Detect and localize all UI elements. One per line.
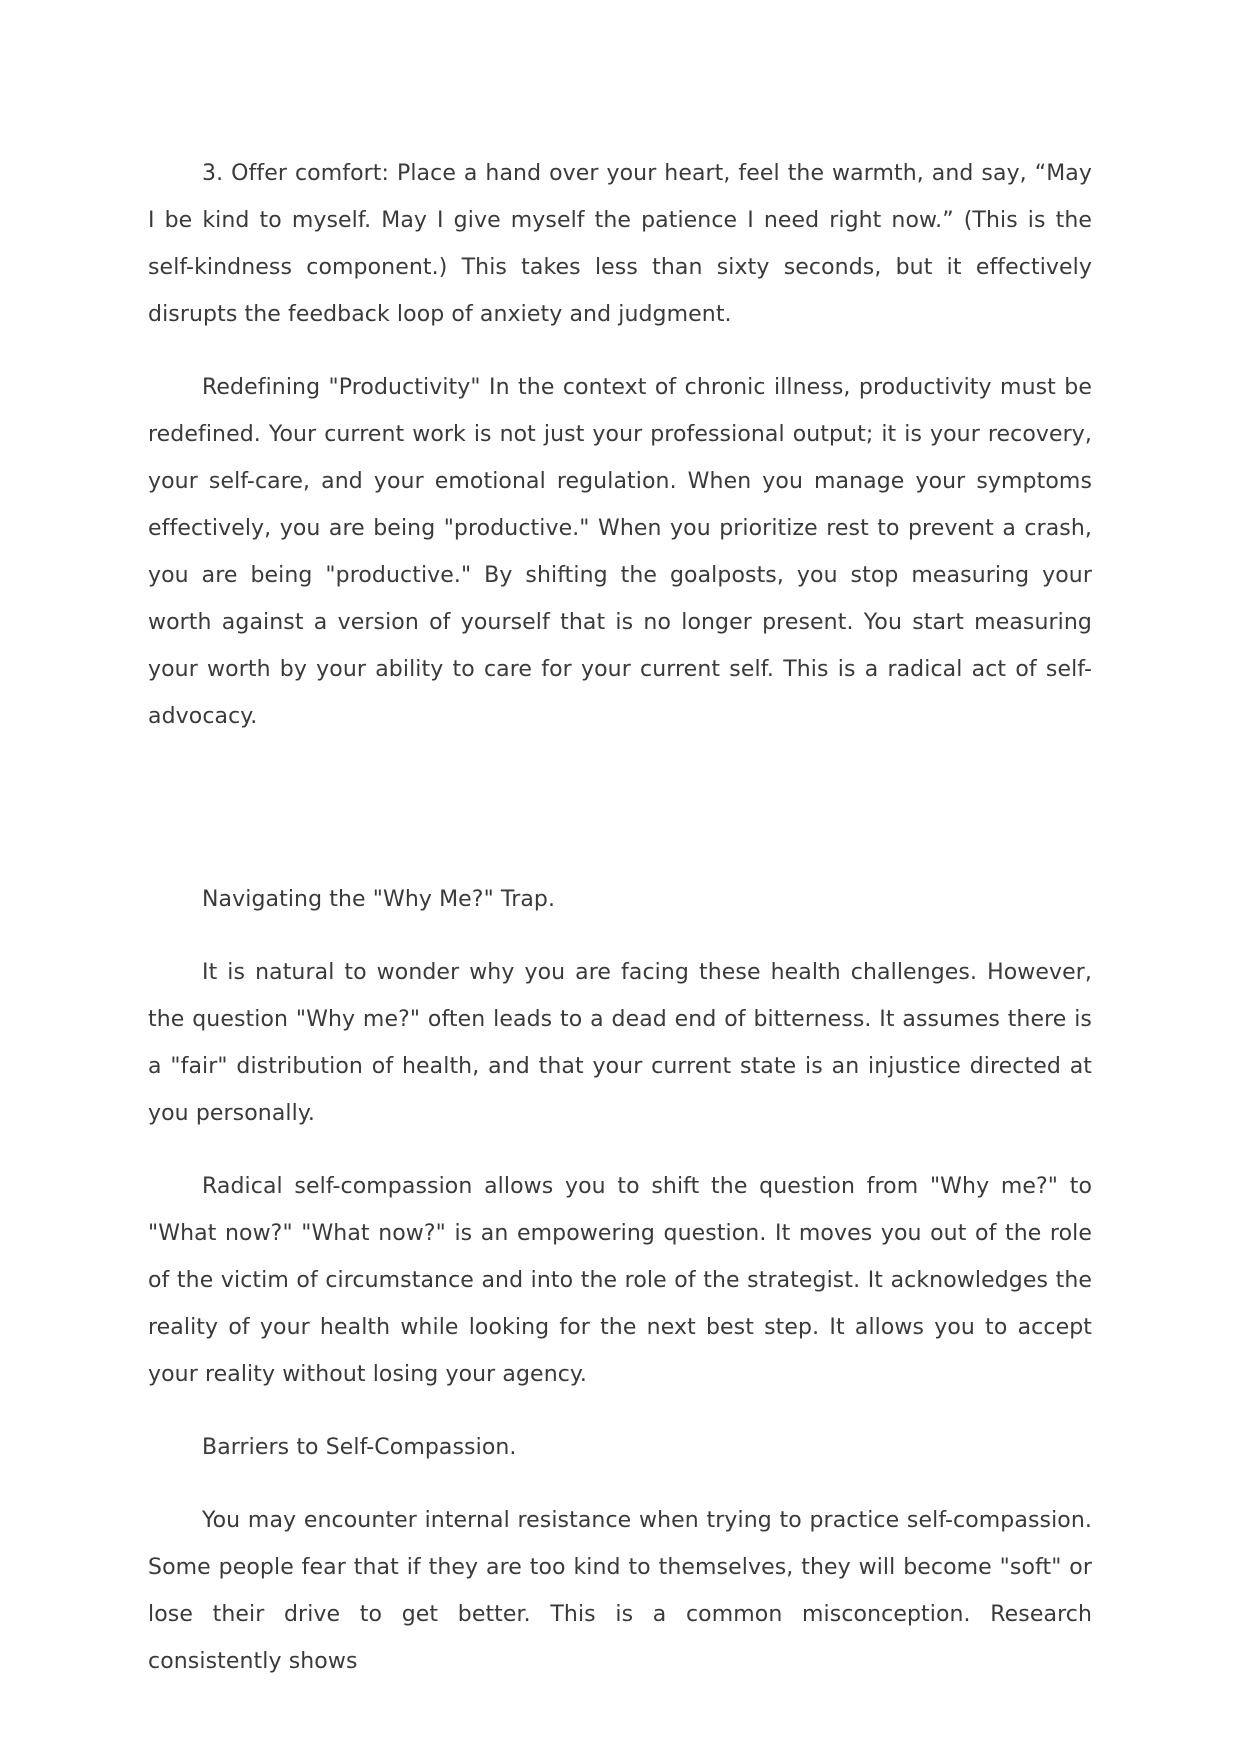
paragraph-offer-comfort: 3. Offer comfort: Place a hand over your heart, feel the warmth, and say, “May I be kind to myself. May I give myself the patience I need right now.” (This is the self-kindness component.) This takes less than sixty seconds, but it effectively disrupts the feedback loop of anxiety and judgment. [148, 161, 1092, 327]
section-spacer [148, 766, 1092, 876]
paragraph-radical-self-compassion: Radical self-compassion allows you to shift the question from "Why me?" to "What now?" "What now?" is an empowering question. It moves you out of the role of the victim of circumstance and into the role of the strategist. It acknowledges the reality of your health while looking for the next best step. It allows you to accept your reality without losing your agency. [148, 1174, 1092, 1387]
paragraph-internal-resistance: You may encounter internal resistance when trying to practice self-compassion. Some people fear that if they are too kind to themselves, they will become "soft" or lose their drive to get better. This is a common misconception. Research consistently shows [148, 1508, 1092, 1674]
paragraph-natural-to-wonder: It is natural to wonder why you are facing these health challenges. However, the question "Why me?" often leads to a dead end of bitterness. It assumes there is a "fair" distribution of health, and that your current state is an injustice directed at you personally. [148, 960, 1092, 1126]
heading-why-me-trap: Navigating the "Why Me?" Trap. [202, 887, 556, 912]
document-page [148, 150, 1092, 1711]
heading-barriers: Barriers to Self-Compassion. [202, 1435, 517, 1460]
paragraph-redefining-productivity: Redefining "Productivity" In the context of chronic illness, productivity must be redefined. Your current work is not just your professional output; it is your recovery, your self-care, and your emotional regulation. When you manage your symptoms effectively, you are being "productive." When you prioritize rest to prevent a crash, you are being "productive." By shifting the goalposts, you stop measuring your worth against a version of yourself that is no longer present. You start measuring your worth by your ability to care for your current self. This is a radical act of self-advocacy. [148, 375, 1092, 729]
